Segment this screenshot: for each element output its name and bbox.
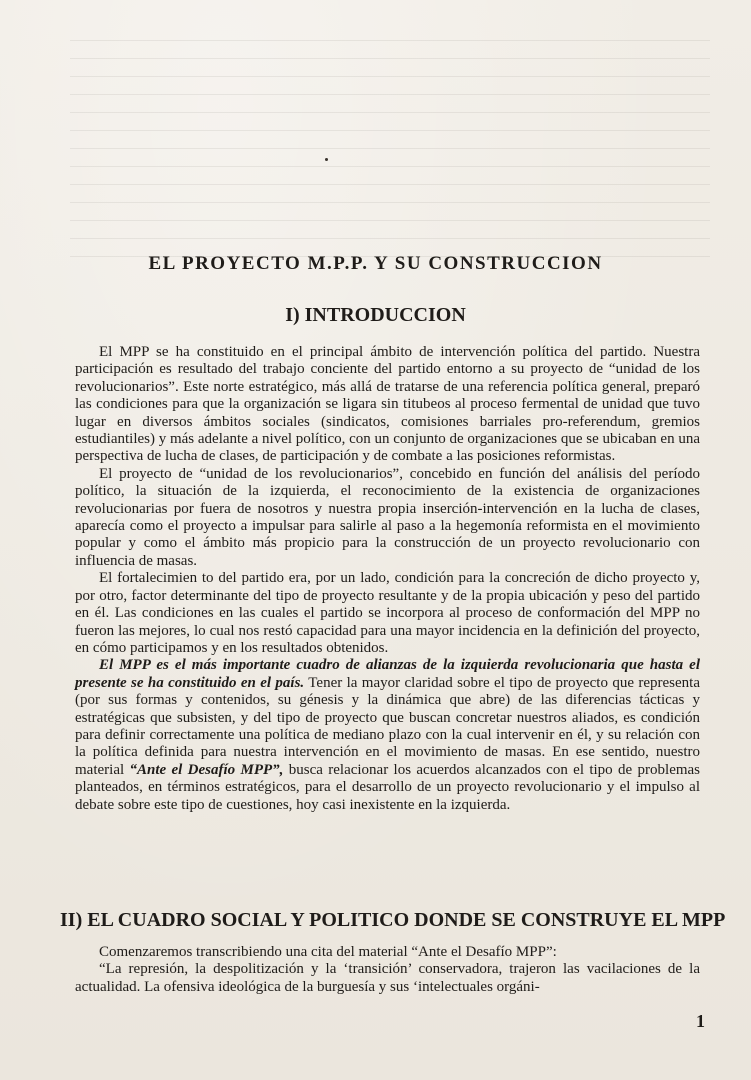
paragraph-text: busca relacionar los acuerdos alcanzados con el tipo de problemas planteados, en términos estratégicos, para el desarrollo de un proyecto revolucionario y el impulso al debate sobre este tipo de cuestiones, hoy casi inexistente en la izquierda. (75, 761, 701, 813)
emphasized-statement: El MPP es el más importante cuadro de alianzas de la izquierda revolucionaria que hasta el presente se ha constituido en el país. (75, 657, 700, 691)
paper-speck (325, 158, 328, 161)
quotation: “La represión, la despolitización y la ‘transición’ conservadora, trajeron las vacilaciones de la actualidad. La ofensiva ideológica de la burguesía y sus ‘intelectuales orgáni- (75, 961, 700, 995)
section-cuadro-social-body (75, 944, 700, 996)
paragraph (75, 657, 700, 814)
paragraph: El proyecto de “unidad de los revolucionarios”, concebido en función del análisis del período político, la situación de la izquierda, el reconocimiento de la existencia de organizaciones revolucionarias por fuera de nosotros y nuestra propia inserción-intervención en la lucha de clases, aparecía como el proyecto a impulsar para salirle al paso a la hegemonía reformista en el movimiento popular y como el ámbito más propicio para la construcción de un proyecto revolucionario con influencia de masas. (75, 465, 700, 569)
paragraph-text: Tener la mayor claridad sobre el tipo de proyecto que representa (por sus formas y contenidos, su génesis y la dinámica que abre) de las diferencias tácticas y estratégicas que subsisten, y del tipo de proyecto que buscan concretar nuestros aliados, es condición para definir correctamente una política de mediano plazo con la cual intervenir en él, y su relación con la política definida para nuestra intervención en el movimiento de masas. En ese sentido, nuestro material (75, 674, 700, 778)
section-heading-cuadro-social: II) EL CUADRO SOCIAL Y POLITICO DONDE SE CONSTRUYE EL MPP (60, 909, 726, 931)
paragraph: El fortalecimien to del partido era, por un lado, condición para la concreción de dicho proyecto y, por otro, factor determinante del tipo de proyecto resultante y de la propia ubicación y peso del partido en él. Las condiciones en las cuales el partido se incorpora al proceso de conformación del MPP no fueron las mejores, lo cual nos restó capacidad para una mayor incidencia en la definición del proyecto, en cómo participamos y en los resultados obtenidos. (75, 570, 700, 656)
material-reference: “Ante el Desafío MPP”, (129, 761, 284, 778)
page-number: 1 (696, 1011, 705, 1031)
paragraph: Comenzaremos transcribiendo una cita del material “Ante el Desafío MPP”: (99, 944, 557, 960)
section-heading-introduccion: I) INTRODUCCION (285, 304, 466, 326)
paragraph: El MPP se ha constituido en el principal ámbito de intervención política del partido. Nuestra participación es resultado del trabajo conciente del partido entorno a su proyecto de “unidad de los revolucionarios”. Este norte estratégico, más allá de tratarse de una referencia política general, preparó las condiciones para que la organización se ligara sin titubeos al proceso fermental de unidad que tuvo lugar en diversos ámbitos sociales (sindicatos, comisiones barriales pro-referendum, gremios estudiantiles) y más adelante a nivel político, con un conjunto de organizaciones que se ubicaban en una perspectiva de lucha de clases, de participación y de combate a las posiciones reformistas. (75, 344, 700, 465)
document-title: EL PROYECTO M.P.P. Y SU CONSTRUCCION (148, 253, 603, 274)
show-through-text (70, 40, 710, 270)
section-introduccion-body (75, 344, 700, 814)
